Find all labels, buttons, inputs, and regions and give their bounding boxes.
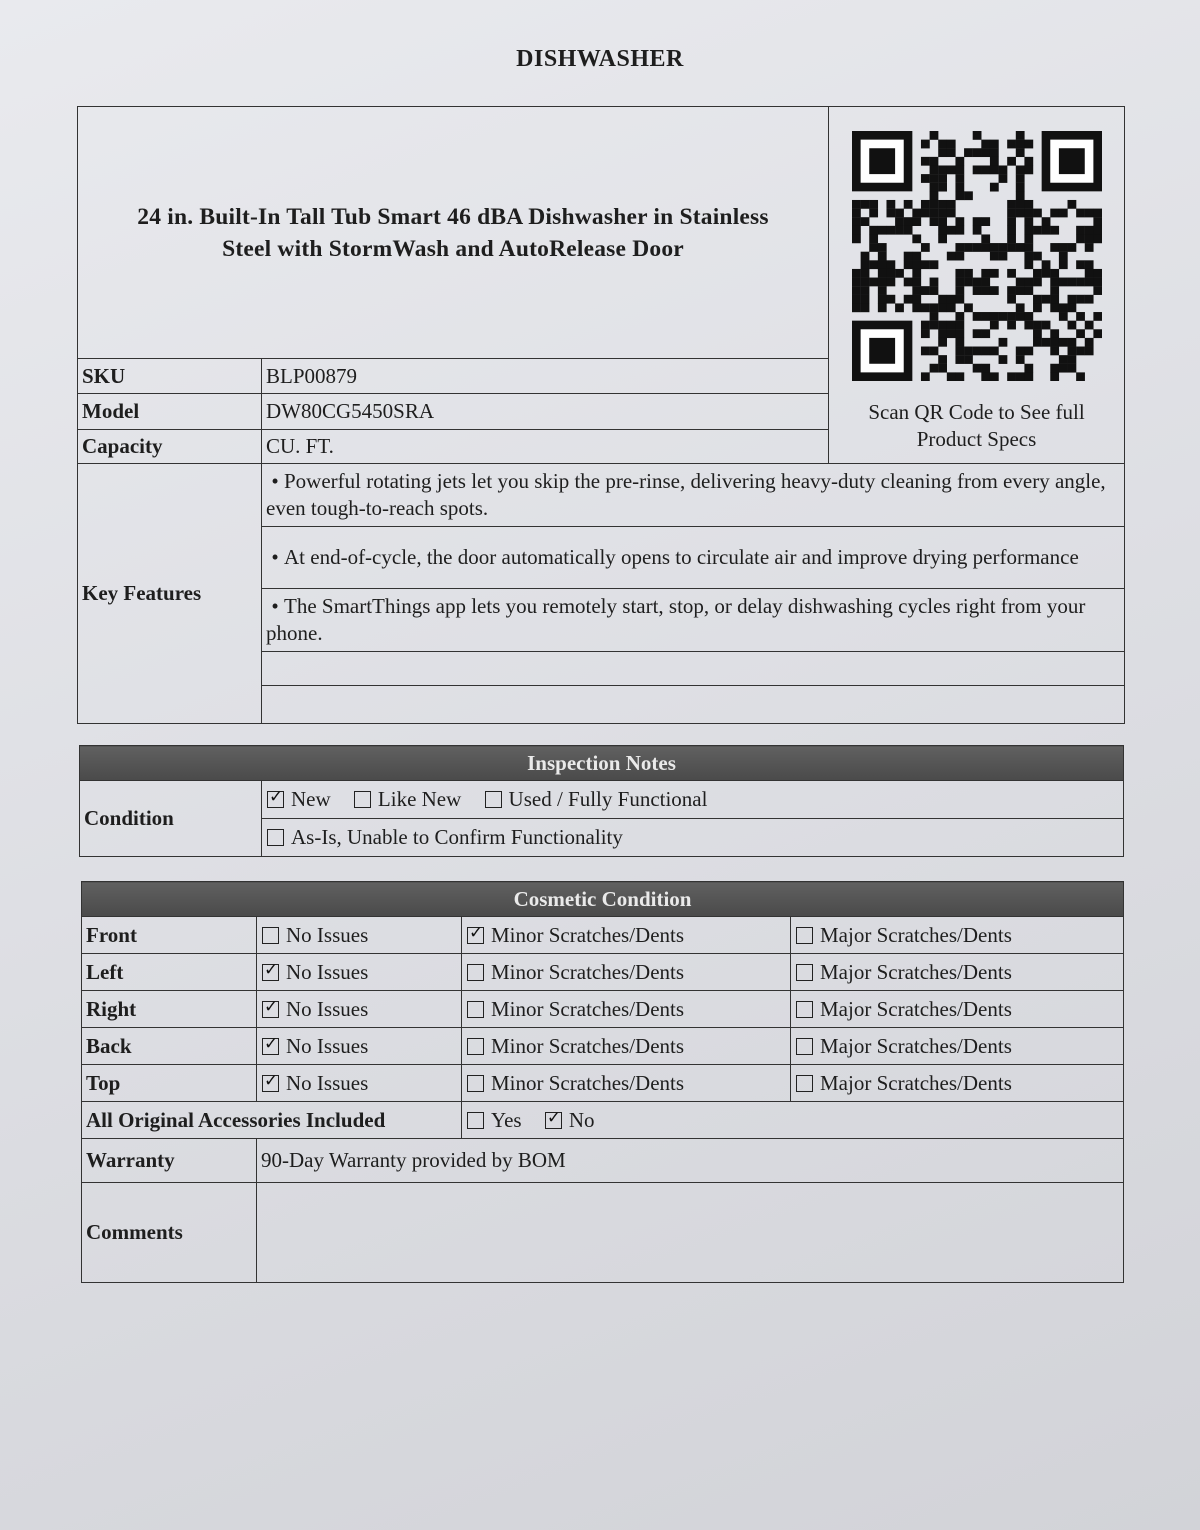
- bullet-icon: •: [271, 545, 279, 569]
- feature-item: [262, 464, 1125, 527]
- cosmetic-option-cell[interactable]: [257, 917, 462, 954]
- checkbox-icon[interactable]: [467, 1001, 484, 1018]
- cosmetic-option-cell[interactable]: [462, 1028, 791, 1065]
- option-label: No: [568, 1107, 595, 1132]
- option-label: Used / Fully Functional: [508, 787, 708, 811]
- checkbox-icon[interactable]: [796, 927, 813, 944]
- option-label: Major Scratches/Dents: [820, 1033, 1012, 1058]
- condition-options-row2: [262, 819, 1124, 857]
- product-table: [77, 106, 1125, 724]
- checkbox-icon[interactable]: [467, 1112, 484, 1129]
- cosmetic-option-cell[interactable]: [791, 1065, 1124, 1102]
- page-title: DISHWASHER: [516, 46, 684, 72]
- checkbox-icon[interactable]: [796, 964, 813, 981]
- feature-empty-row: [262, 652, 1125, 686]
- model-label: Model: [78, 394, 262, 430]
- option-label: Yes: [491, 1107, 522, 1132]
- cosmetic-table: [81, 881, 1124, 1283]
- accessories-option-no[interactable]: [545, 1108, 595, 1133]
- accessories-options: [462, 1102, 1124, 1139]
- qr-cell: [829, 107, 1125, 464]
- comments-field[interactable]: [257, 1183, 1124, 1283]
- cosmetic-row: [82, 1028, 1124, 1065]
- cosmetic-option-cell[interactable]: [462, 991, 791, 1028]
- condition-option-used[interactable]: [485, 787, 708, 812]
- cosmetic-header: Cosmetic Condition: [82, 882, 1124, 917]
- cosmetic-option-cell[interactable]: [791, 991, 1124, 1028]
- option-label: No Issues: [286, 922, 369, 947]
- inspection-table: [79, 745, 1124, 857]
- bullet-icon: •: [271, 594, 279, 618]
- checkbox-icon[interactable]: [467, 1038, 484, 1055]
- cosmetic-row: [82, 1065, 1124, 1102]
- cosmetic-option-cell[interactable]: [462, 954, 791, 991]
- feature-empty-row: [262, 686, 1125, 724]
- cosmetic-row-label: Left: [82, 954, 257, 991]
- accessories-label: All Original Accessories Included: [82, 1102, 462, 1139]
- option-label: Minor Scratches/Dents: [491, 1070, 685, 1095]
- condition-label: Condition: [80, 781, 262, 857]
- option-label: New: [291, 787, 331, 811]
- key-features-label: Key Features: [78, 464, 262, 724]
- warranty-label: Warranty: [82, 1139, 257, 1183]
- checkbox-icon[interactable]: [354, 791, 371, 808]
- checkbox-icon[interactable]: [267, 791, 284, 808]
- checkbox-icon[interactable]: [267, 829, 284, 846]
- cosmetic-option-cell[interactable]: [791, 1028, 1124, 1065]
- product-name: [78, 107, 829, 359]
- feature-text: At end-of-cycle, the door automatically opens to circulate air and improve drying performance: [284, 545, 1079, 569]
- condition-option-new[interactable]: [267, 787, 331, 812]
- comments-label: Comments: [82, 1183, 257, 1283]
- option-label: Major Scratches/Dents: [820, 959, 1012, 984]
- checkbox-icon[interactable]: [467, 1075, 484, 1092]
- cosmetic-option-cell[interactable]: [257, 1065, 462, 1102]
- cosmetic-row-label: Right: [82, 991, 257, 1028]
- cosmetic-option-cell[interactable]: [462, 1065, 791, 1102]
- feature-item: [262, 527, 1125, 589]
- checkbox-icon[interactable]: [467, 964, 484, 981]
- product-name-line2: Steel with StormWash and AutoRelease Door: [222, 235, 684, 262]
- checkbox-icon[interactable]: [262, 1038, 279, 1055]
- cosmetic-row-label: Top: [82, 1065, 257, 1102]
- option-label: Minor Scratches/Dents: [491, 996, 685, 1021]
- cosmetic-option-cell[interactable]: [791, 917, 1124, 954]
- option-label: Minor Scratches/Dents: [491, 959, 685, 984]
- product-name-line1: 24 in. Built-In Tall Tub Smart 46 dBA Dishwasher in Stainless: [137, 203, 769, 230]
- checkbox-icon[interactable]: [796, 1038, 813, 1055]
- cosmetic-row-label: Back: [82, 1028, 257, 1065]
- checkbox-icon[interactable]: [485, 791, 502, 808]
- cosmetic-option-cell[interactable]: [257, 1028, 462, 1065]
- checkbox-icon[interactable]: [796, 1001, 813, 1018]
- feature-item: [262, 589, 1125, 652]
- option-label: Major Scratches/Dents: [820, 996, 1012, 1021]
- option-label: No Issues: [286, 959, 369, 984]
- option-label: No Issues: [286, 1033, 369, 1058]
- feature-text: The SmartThings app lets you remotely start, stop, or delay dishwashing cycles right from your phone.: [266, 594, 1086, 645]
- cosmetic-row-label: Front: [82, 917, 257, 954]
- qr-caption: [829, 399, 1124, 453]
- bullet-icon: •: [271, 469, 279, 493]
- option-label: No Issues: [286, 996, 369, 1021]
- option-label: No Issues: [286, 1070, 369, 1095]
- checkbox-icon[interactable]: [796, 1075, 813, 1092]
- checkbox-icon[interactable]: [262, 1075, 279, 1092]
- capacity-value: CU. FT.: [262, 430, 829, 464]
- sku-label: SKU: [78, 359, 262, 394]
- capacity-label: Capacity: [78, 430, 262, 464]
- checkbox-icon[interactable]: [262, 1001, 279, 1018]
- checkbox-icon[interactable]: [262, 927, 279, 944]
- feature-text: Powerful rotating jets let you skip the pre-rinse, delivering heavy-duty cleaning from every angle, even tough-to-reach spots.: [266, 469, 1106, 520]
- cosmetic-row: [82, 917, 1124, 954]
- condition-option-as-is[interactable]: [267, 825, 623, 850]
- sku-value: BLP00879: [262, 359, 829, 394]
- cosmetic-option-cell[interactable]: [257, 991, 462, 1028]
- warranty-value: 90-Day Warranty provided by BOM: [257, 1139, 1124, 1183]
- cosmetic-option-cell[interactable]: [257, 954, 462, 991]
- cosmetic-option-cell[interactable]: [791, 954, 1124, 991]
- condition-options-row1: [262, 781, 1124, 819]
- checkbox-icon[interactable]: [545, 1112, 562, 1129]
- cosmetic-row: [82, 954, 1124, 991]
- checkbox-icon[interactable]: [262, 964, 279, 981]
- option-label: Minor Scratches/Dents: [491, 922, 685, 947]
- option-label: As-Is, Unable to Confirm Functionality: [291, 825, 623, 849]
- inspection-header: Inspection Notes: [80, 746, 1124, 781]
- cosmetic-option-cell[interactable]: [462, 917, 791, 954]
- model-value: DW80CG5450SRA: [262, 394, 829, 430]
- condition-option-like-new[interactable]: [354, 787, 461, 812]
- accessories-option-yes[interactable]: [467, 1108, 522, 1133]
- qr-caption-line1: Scan QR Code to See full: [868, 400, 1085, 424]
- cosmetic-row: [82, 991, 1124, 1028]
- qr-code[interactable]: [852, 131, 1102, 381]
- option-label: Minor Scratches/Dents: [491, 1033, 685, 1058]
- option-label: Major Scratches/Dents: [820, 922, 1012, 947]
- option-label: Like New: [377, 787, 462, 811]
- qr-caption-line2: Product Specs: [916, 427, 1037, 451]
- checkbox-icon[interactable]: [467, 927, 484, 944]
- option-label: Major Scratches/Dents: [820, 1070, 1012, 1095]
